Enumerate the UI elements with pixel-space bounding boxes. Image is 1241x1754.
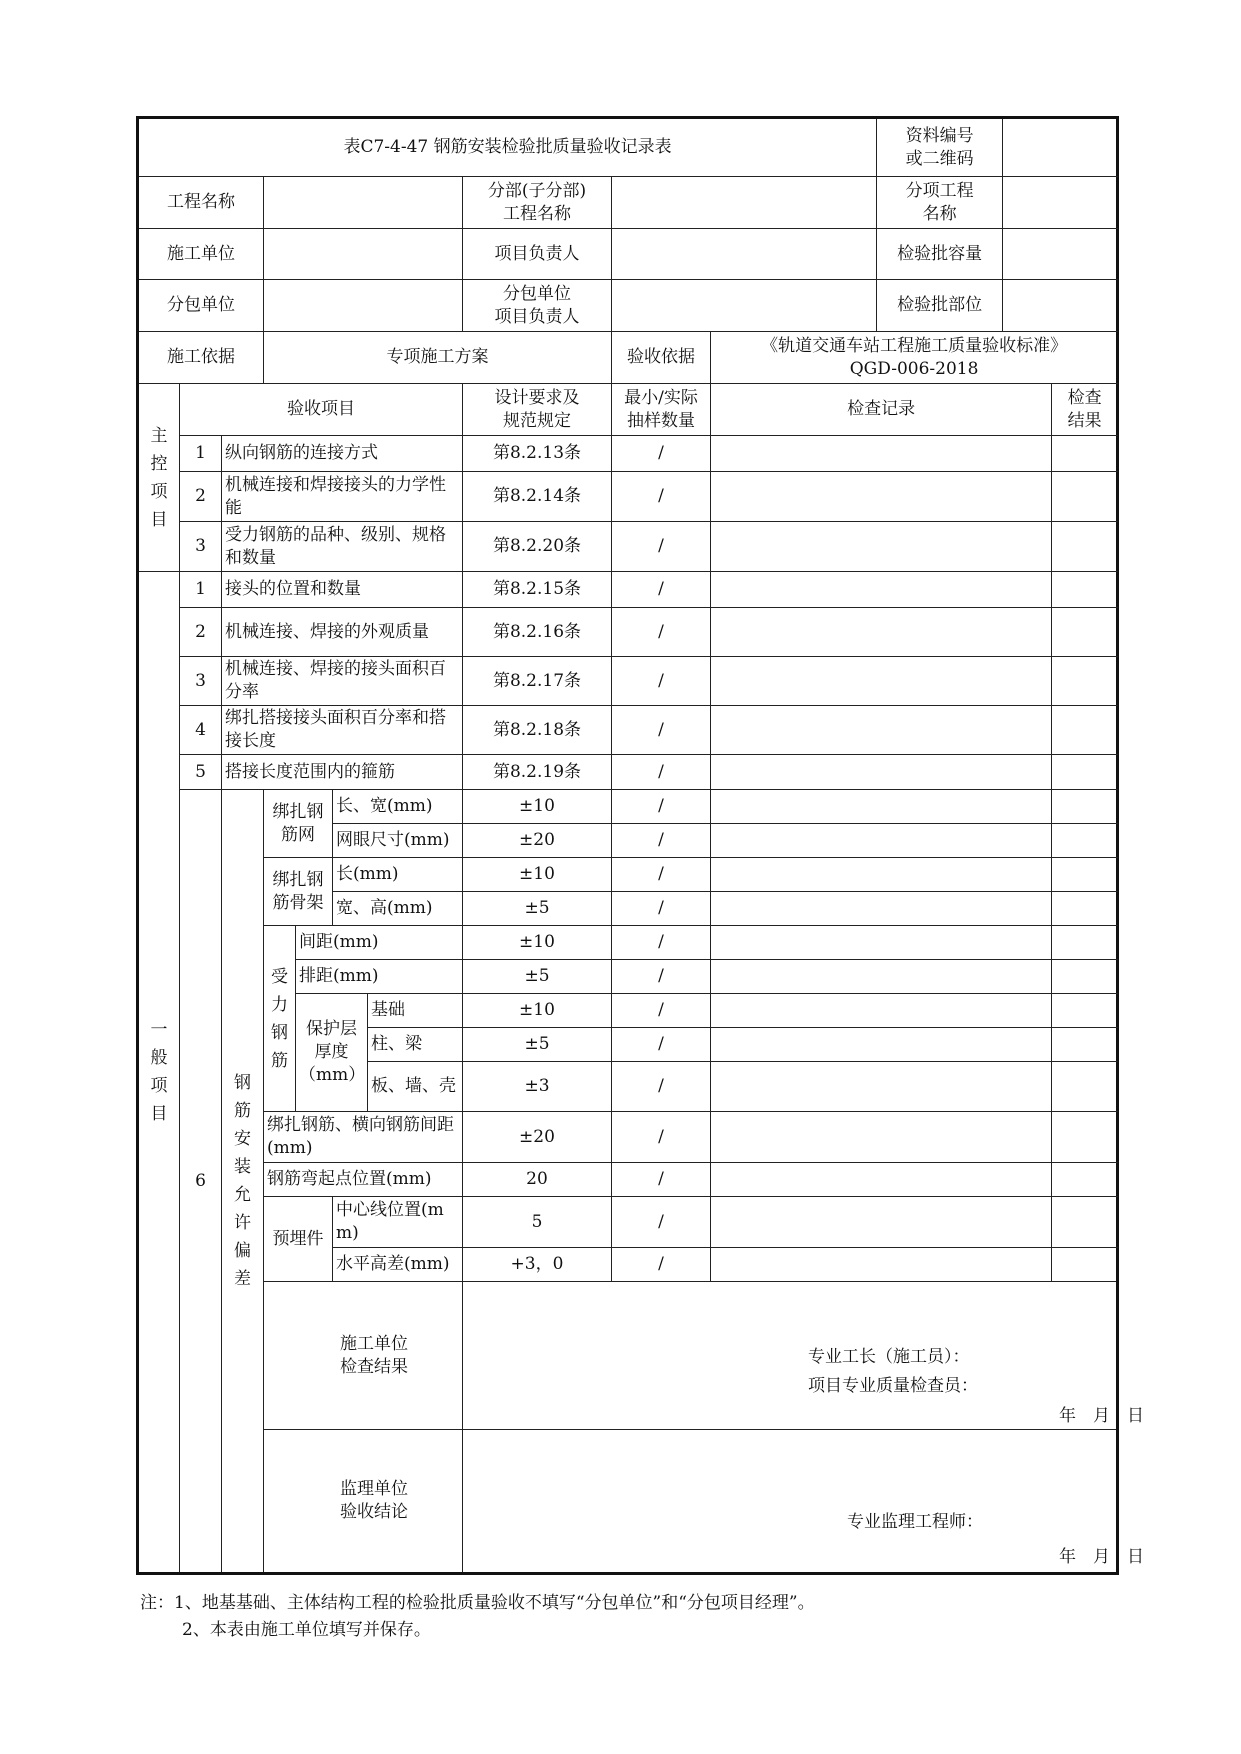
item-name: 纵向钢筋的连接方式 xyxy=(222,436,463,472)
row-sample[interactable]: / xyxy=(612,1112,711,1163)
item-sample[interactable]: / xyxy=(612,472,711,522)
item-record[interactable] xyxy=(711,472,1052,522)
item-spec: 第8.2.13条 xyxy=(463,436,612,472)
row-result[interactable] xyxy=(1052,1062,1118,1112)
row-sample[interactable]: / xyxy=(612,1028,711,1062)
item-spec: 第8.2.18条 xyxy=(463,706,612,755)
foreman-label: 专业工长（施工员）： xyxy=(808,1347,970,1367)
item-sample[interactable]: / xyxy=(612,436,711,472)
supervisor-date: 年 月 日 xyxy=(1059,1547,1144,1567)
row-record[interactable] xyxy=(711,960,1052,994)
col-result-header: 检查 结果 xyxy=(1052,384,1118,436)
item-number: 3 xyxy=(180,657,222,706)
item-sample[interactable]: / xyxy=(612,706,711,755)
item-number: 1 xyxy=(180,572,222,608)
item-record[interactable] xyxy=(711,522,1052,572)
main-bar-label: 受力钢筋 xyxy=(264,926,296,1112)
row-spec: ±10 xyxy=(463,858,612,892)
row-spec: ±3 xyxy=(463,1062,612,1112)
acceptance-table xyxy=(136,116,1144,1575)
contractor-check-label: 施工单位 检查结果 xyxy=(264,1282,463,1430)
row-name: 基础 xyxy=(368,994,463,1028)
cage-label: 绑扎钢筋骨架 xyxy=(264,858,333,926)
item-sample[interactable]: / xyxy=(612,608,711,657)
table-row xyxy=(138,1163,1118,1197)
col-sample-header: 最小/实际 抽样数量 xyxy=(612,384,711,436)
item-number: 3 xyxy=(180,522,222,572)
table-row xyxy=(138,755,1118,790)
item-sample[interactable]: / xyxy=(612,522,711,572)
item-record[interactable] xyxy=(711,755,1052,790)
item-number: 1 xyxy=(180,436,222,472)
item-record[interactable] xyxy=(711,657,1052,706)
record-form xyxy=(136,116,1144,1575)
row-name: 绑扎钢筋、横向钢筋间距(mm) xyxy=(264,1112,463,1163)
subdivision-field[interactable] xyxy=(612,177,877,229)
project-leader-label: 项目负责人 xyxy=(463,229,612,280)
sub-leader-field[interactable] xyxy=(612,280,877,332)
row-result[interactable] xyxy=(1052,1028,1118,1062)
row-result[interactable] xyxy=(1052,1197,1118,1248)
subdivision-label: 分部(子分部) 工程名称 xyxy=(463,177,612,229)
batch-capacity-field[interactable] xyxy=(1003,229,1118,280)
item-result[interactable] xyxy=(1052,706,1118,755)
embedded-label: 预埋件 xyxy=(264,1197,333,1282)
row-result[interactable] xyxy=(1052,994,1118,1028)
contractor-label: 施工单位 xyxy=(138,229,264,280)
contractor-date: 年 月 日 xyxy=(1059,1406,1144,1426)
col-record-header: 检查记录 xyxy=(711,384,1052,436)
item-number: 2 xyxy=(180,608,222,657)
row-spec: 5 xyxy=(463,1197,612,1248)
item-result[interactable] xyxy=(1052,608,1118,657)
row-spec: ±20 xyxy=(463,824,612,858)
row-sample[interactable]: / xyxy=(612,892,711,926)
table-row xyxy=(138,790,1118,824)
item-name: 接头的位置和数量 xyxy=(222,572,463,608)
basis-label: 施工依据 xyxy=(138,332,264,384)
row-spec: +3，0 xyxy=(463,1248,612,1282)
table-row xyxy=(138,926,1118,960)
row-record[interactable] xyxy=(711,926,1052,960)
row-sample[interactable]: / xyxy=(612,926,711,960)
row-sample[interactable]: / xyxy=(612,858,711,892)
batch-capacity-label: 检验批容量 xyxy=(877,229,1003,280)
supervisor-sign-area[interactable] xyxy=(463,1430,1144,1574)
item-sample[interactable]: / xyxy=(612,572,711,608)
cover-label: 保护层厚度（mm） xyxy=(296,994,368,1112)
contractor-sign-area[interactable] xyxy=(463,1282,1144,1430)
table-row xyxy=(138,608,1118,657)
item-spec: 第8.2.20条 xyxy=(463,522,612,572)
row-spec: ±5 xyxy=(463,960,612,994)
row-sample[interactable]: / xyxy=(612,960,711,994)
row-name: 钢筋弯起点位置(mm) xyxy=(264,1163,463,1197)
row-name: 柱、梁 xyxy=(368,1028,463,1062)
item-record[interactable] xyxy=(711,706,1052,755)
row-result[interactable] xyxy=(1052,960,1118,994)
item-record[interactable] xyxy=(711,608,1052,657)
row-record[interactable] xyxy=(711,1248,1052,1282)
row-spec: ±5 xyxy=(463,892,612,926)
table-row xyxy=(138,1112,1118,1163)
item-number: 5 xyxy=(180,755,222,790)
row-sample[interactable]: / xyxy=(612,824,711,858)
basis-value: 专项施工方案 xyxy=(264,332,612,384)
item-number: 4 xyxy=(180,706,222,755)
row-record[interactable] xyxy=(711,790,1052,824)
row-spec: ±10 xyxy=(463,790,612,824)
row-record[interactable] xyxy=(711,994,1052,1028)
table-row xyxy=(138,657,1118,706)
item-result[interactable] xyxy=(1052,436,1118,472)
subcontractor-label: 分包单位 xyxy=(138,280,264,332)
sub-item-field[interactable] xyxy=(1003,177,1118,229)
row-name: 排距(mm) xyxy=(296,960,463,994)
row-spec: 20 xyxy=(463,1163,612,1197)
row-result[interactable] xyxy=(1052,858,1118,892)
col-design-header: 设计要求及 规范规定 xyxy=(463,384,612,436)
inspector-label: 项目专业质量检查员： xyxy=(808,1376,978,1396)
row-record[interactable] xyxy=(711,858,1052,892)
row-result[interactable] xyxy=(1052,1248,1118,1282)
supervisor-check-label: 监理单位 验收结论 xyxy=(264,1430,463,1574)
project-name-field[interactable] xyxy=(264,177,463,229)
row-record[interactable] xyxy=(711,1163,1052,1197)
note-line: 注：1、地基基础、主体结构工程的检验批质量验收不填写“分包单位”和“分包项目经理”。 xyxy=(140,1593,815,1613)
acceptance-basis-value: 《轨道交通车站工程施工质量验收标准》 QGD-006-2018 xyxy=(711,332,1118,384)
item-result[interactable] xyxy=(1052,657,1118,706)
item-name: 机械连接和焊接接头的力学性能 xyxy=(222,472,463,522)
row-name: 网眼尺寸(mm) xyxy=(333,824,463,858)
sub-leader-label: 分包单位 项目负责人 xyxy=(463,280,612,332)
batch-location-field[interactable] xyxy=(1003,280,1118,332)
item-name: 搭接长度范围内的箍筋 xyxy=(222,755,463,790)
row-spec: ±10 xyxy=(463,926,612,960)
table-row xyxy=(138,522,1118,572)
row-result[interactable] xyxy=(1052,926,1118,960)
row-result[interactable] xyxy=(1052,824,1118,858)
row-result[interactable] xyxy=(1052,790,1118,824)
table-row xyxy=(138,706,1118,755)
item-name: 绑扎搭接接头面积百分率和搭接长度 xyxy=(222,706,463,755)
row-record[interactable] xyxy=(711,1028,1052,1062)
notes xyxy=(140,1590,815,1644)
general-group-label: 一般项目 xyxy=(138,572,180,1574)
mesh-label: 绑扎钢筋网 xyxy=(264,790,333,858)
doc-code-label: 资料编号 或二维码 xyxy=(877,118,1003,177)
acceptance-basis-label: 验收依据 xyxy=(612,332,711,384)
main-group-label: 主控项目 xyxy=(138,384,180,572)
item-spec: 第8.2.14条 xyxy=(463,472,612,522)
item-sample[interactable]: / xyxy=(612,657,711,706)
row-sample[interactable]: / xyxy=(612,994,711,1028)
row-record[interactable] xyxy=(711,1112,1052,1163)
doc-code-field[interactable] xyxy=(1003,118,1118,177)
row-name: 宽、高(mm) xyxy=(333,892,463,926)
item-record[interactable] xyxy=(711,572,1052,608)
item-number: 2 xyxy=(180,472,222,522)
row-record[interactable] xyxy=(711,892,1052,926)
row-record[interactable] xyxy=(711,824,1052,858)
row-sample[interactable]: / xyxy=(612,1062,711,1112)
item-result[interactable] xyxy=(1052,572,1118,608)
subcontractor-field[interactable] xyxy=(264,280,463,332)
row-result[interactable] xyxy=(1052,1112,1118,1163)
row-name: 长、宽(mm) xyxy=(333,790,463,824)
project-leader-field[interactable] xyxy=(612,229,877,280)
row-record[interactable] xyxy=(711,1197,1052,1248)
row-spec: ±20 xyxy=(463,1112,612,1163)
table-row xyxy=(138,472,1118,522)
item-sample[interactable]: / xyxy=(612,755,711,790)
row-name: 板、墙、壳 xyxy=(368,1062,463,1112)
item-name: 机械连接、焊接的外观质量 xyxy=(222,608,463,657)
item-spec: 第8.2.16条 xyxy=(463,608,612,657)
contractor-field[interactable] xyxy=(264,229,463,280)
item-result[interactable] xyxy=(1052,755,1118,790)
row-result[interactable] xyxy=(1052,892,1118,926)
row-sample[interactable]: / xyxy=(612,790,711,824)
row-sample[interactable]: / xyxy=(612,1163,711,1197)
item-spec: 第8.2.15条 xyxy=(463,572,612,608)
project-name-label: 工程名称 xyxy=(138,177,264,229)
item-name: 机械连接、焊接的接头面积百分率 xyxy=(222,657,463,706)
item-number: 6 xyxy=(180,790,222,1574)
row-spec: ±10 xyxy=(463,994,612,1028)
item-spec: 第8.2.17条 xyxy=(463,657,612,706)
row-sample[interactable]: / xyxy=(612,1248,711,1282)
item-name: 受力钢筋的品种、级别、规格和数量 xyxy=(222,522,463,572)
item-record[interactable] xyxy=(711,436,1052,472)
batch-location-label: 检验批部位 xyxy=(877,280,1003,332)
row-record[interactable] xyxy=(711,1062,1052,1112)
table-row xyxy=(138,858,1118,892)
note-line: 2、本表由施工单位填写并保存。 xyxy=(182,1620,431,1640)
table-row xyxy=(138,1197,1118,1248)
row-name: 间距(mm) xyxy=(296,926,463,960)
item-result[interactable] xyxy=(1052,472,1118,522)
row-name: 长(mm) xyxy=(333,858,463,892)
table-row xyxy=(138,436,1118,472)
form-title: 表C7-4-47 钢筋安装检验批质量验收记录表 xyxy=(138,118,877,177)
item-spec: 第8.2.19条 xyxy=(463,755,612,790)
engineer-label: 专业监理工程师： xyxy=(847,1512,983,1532)
row-sample[interactable]: / xyxy=(612,1197,711,1248)
item-result[interactable] xyxy=(1052,522,1118,572)
row-result[interactable] xyxy=(1052,1163,1118,1197)
sub-item-label: 分项工程 名称 xyxy=(877,177,1003,229)
col-item-header: 验收项目 xyxy=(180,384,463,436)
row-name: 中心线位置(mm) xyxy=(333,1197,463,1248)
deviation-label: 钢筋安装允许偏差 xyxy=(222,790,264,1574)
row-spec: ±5 xyxy=(463,1028,612,1062)
row-name: 水平高差(mm) xyxy=(333,1248,463,1282)
table-row xyxy=(138,572,1118,608)
